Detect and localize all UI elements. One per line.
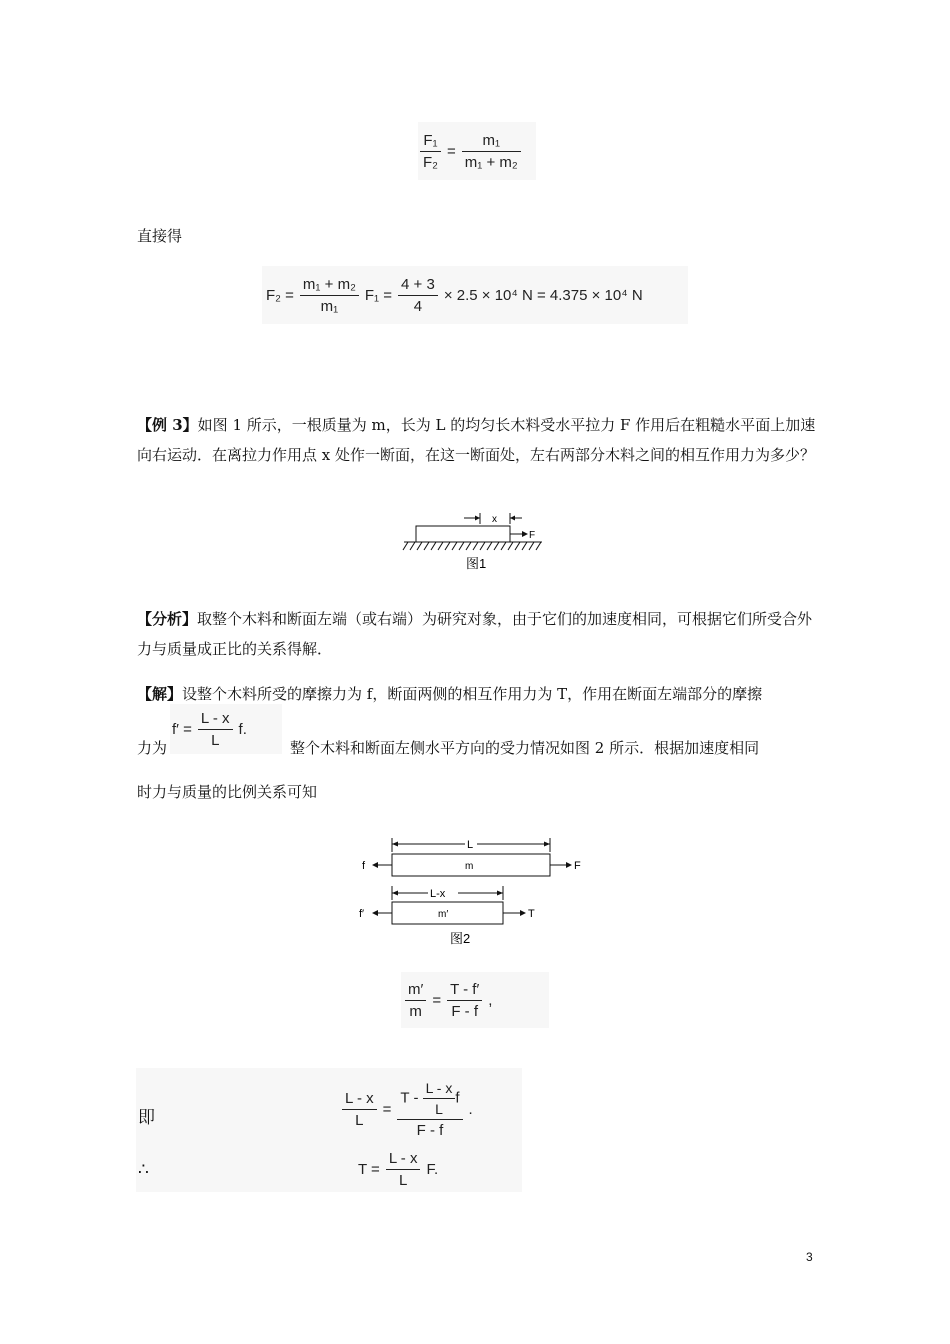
analysis-text: 取整个木料和断面左端（或右端）为研究对象，由于它们的加速度相同，可根据它们所受合外力与质量成正比的关系得解．	[137, 610, 813, 658]
solution-text-2: 整个木料和断面左侧水平方向的受力情况如图 2 所示．根据加速度相同	[290, 739, 760, 757]
numerator: L - x	[423, 1080, 456, 1099]
numerator: L - x	[342, 1090, 377, 1110]
equation-mass-force-ratio	[401, 972, 549, 1028]
eq4-tail: .	[468, 1100, 473, 1118]
equation-force-ratio	[418, 122, 536, 180]
eq3-tail: ,	[488, 991, 493, 1009]
label-T: T	[528, 908, 535, 920]
equation-result-T	[358, 1146, 438, 1192]
denominator: F - f	[416, 1121, 444, 1139]
equation-substituted	[342, 1072, 473, 1146]
solution-prefix: 力为	[137, 739, 168, 757]
term-T: T -	[400, 1088, 419, 1106]
fraction-mass-prime	[405, 981, 426, 1020]
inner-fraction	[423, 1080, 456, 1117]
numerator: T - f′	[447, 981, 482, 1001]
numerator: F₁	[420, 132, 441, 152]
label-therefore: ∴	[138, 1160, 149, 1180]
arrowhead	[475, 516, 480, 521]
solution-text-1: 设整个木料所受的摩擦力为 f，断面两侧的相互作用力为 T，作用在断面左端部分的摩擦	[182, 685, 763, 703]
eq2-mid: F₁ =	[364, 286, 393, 304]
denominator: L	[435, 1100, 443, 1117]
figure-2-caption: 图2	[450, 931, 471, 946]
arrowhead	[566, 862, 572, 868]
equation-friction-part	[170, 704, 282, 754]
analysis-tag: 【分析】	[137, 610, 198, 628]
numerator: m₁	[462, 132, 521, 152]
denominator: L	[355, 1111, 364, 1129]
wooden-bar	[416, 526, 510, 542]
fraction-length-ratio	[386, 1150, 421, 1189]
arrowhead	[510, 516, 515, 521]
fprime-tail: f.	[238, 720, 247, 738]
fraction-f1-f2	[420, 132, 441, 171]
denominator: m₁	[320, 297, 339, 315]
arrowhead	[392, 891, 398, 896]
solution-line-1	[137, 684, 762, 704]
example-3-paragraph	[137, 410, 817, 470]
equals-sign: =	[447, 142, 456, 160]
eq5-lhs: T =	[358, 1160, 380, 1178]
fraction-mass-ratio	[300, 276, 359, 315]
term-f: f	[455, 1088, 460, 1106]
denominator: 4	[413, 297, 423, 315]
fraction-numeric	[398, 276, 438, 315]
direct-label: 直接得	[137, 227, 183, 245]
denominator: m₁ + m₂	[464, 153, 518, 171]
arrowhead	[522, 531, 528, 537]
ground-hatching	[403, 542, 541, 550]
label-f: f	[362, 860, 366, 872]
numerator: m′	[405, 981, 426, 1001]
fraction-force	[447, 981, 482, 1020]
numerator: m₁ + m₂	[300, 276, 359, 296]
equals-sign: =	[382, 1100, 392, 1118]
fraction-length-ratio	[198, 710, 233, 749]
fraction-compound	[397, 1080, 462, 1139]
arrowhead	[372, 862, 378, 868]
analysis-paragraph	[137, 604, 817, 664]
label-F: F	[574, 860, 581, 872]
arrowhead	[497, 891, 503, 896]
numerator: L - x	[198, 710, 233, 730]
fraction-length-ratio	[342, 1090, 377, 1129]
solution-tag: 【解】	[137, 685, 183, 703]
label-F: F	[529, 530, 536, 541]
figure-1-caption: 图1	[466, 556, 487, 571]
arrowhead	[544, 842, 550, 847]
label-ji: 即	[138, 1108, 155, 1128]
compound-numerator	[397, 1080, 462, 1120]
eq2-lhs: F₂ =	[266, 286, 294, 304]
label-x: x	[492, 514, 497, 525]
eq5-tail: F.	[426, 1160, 439, 1178]
arrowhead	[520, 910, 526, 916]
figure-1	[398, 508, 548, 574]
figure-2	[354, 834, 594, 950]
numerator: 4 + 3	[398, 276, 438, 296]
eq2-tail: × 2.5 × 10⁴ N = 4.375 × 10⁴ N	[443, 286, 643, 304]
label-L: L	[467, 839, 474, 851]
page-number: 3	[806, 1250, 813, 1264]
label-f-prime: f′	[359, 908, 365, 920]
label-m-prime: m′	[438, 909, 449, 920]
equation-f2-result	[262, 266, 688, 324]
numerator: L - x	[386, 1150, 421, 1170]
example-text: 如图 1 所示，一根质量为 m，长为 L 的均匀长木料受水平拉力 F 作用后在粗糙水平面上加速向右运动．在离拉力作用点 x 处作一断面，在这一断面处，左右两部分木料之间的相互作用力为多少？	[137, 416, 816, 464]
example-tag: 【例 3】	[137, 416, 198, 434]
solution-text-3: 时力与质量的比例关系可知	[137, 783, 318, 801]
arrowhead	[372, 910, 378, 916]
denominator: L	[211, 731, 220, 749]
fprime-lhs: f′ =	[172, 720, 192, 738]
equals-sign: =	[432, 991, 442, 1009]
denominator: F₂	[423, 153, 438, 171]
denominator: L	[398, 1171, 408, 1189]
arrowhead	[392, 842, 398, 847]
fraction-mass	[462, 132, 521, 171]
denominator: m	[409, 1002, 422, 1020]
label-L-x: L-x	[430, 888, 446, 900]
denominator: F - f	[451, 1002, 479, 1020]
label-m: m	[465, 861, 474, 872]
